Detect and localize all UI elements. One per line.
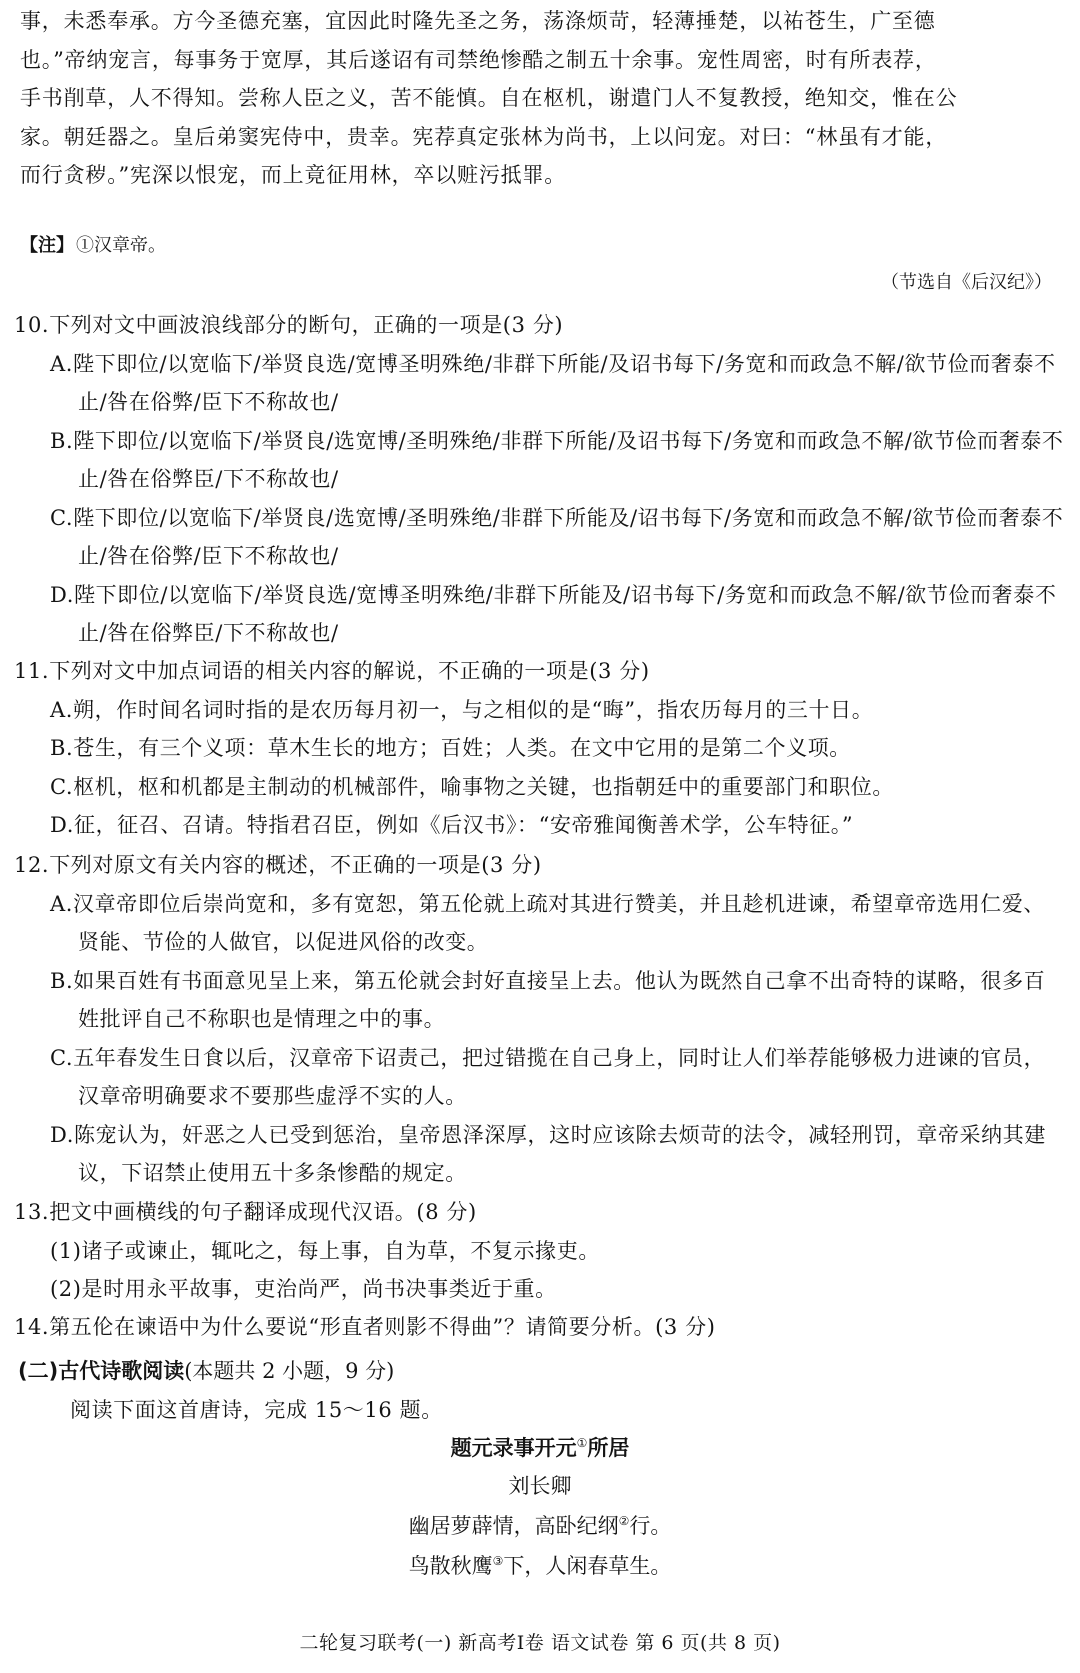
sub-question-2: (2)是时用永平故事，吏治尚严，尚书决事类近于重。 bbox=[50, 1277, 557, 1301]
option-c: C.枢机，枢和机都是主制动的机械部件，喻事物之关键，也指朝廷中的重要部门和职位。 bbox=[50, 774, 894, 799]
page-footer: 二轮复习联考(一) 新高考Ⅰ卷 语文试卷 第 6 页(共 8 页) bbox=[299, 1632, 781, 1654]
option-d: D.陈宠认为，奸恶之人已受到惩治，皇帝恩泽深厚，这时应该除去烦苛的法令，减轻刑罚，章帝采纳其建议，下诏禁止使用五十多条惨酷的规定。 bbox=[50, 1122, 1046, 1185]
section-detail: (本题共 2 小题，9 分) bbox=[184, 1359, 395, 1383]
poem-line: 幽居萝薜情，高卧纪纲②行。 bbox=[408, 1514, 672, 1538]
poem-title-end: 所居 bbox=[587, 1436, 630, 1460]
option-a: A.陛下即位/以宽临下/举贤良选/宽博圣明殊绝/非群下所能/及诏书每下/务宽和而政急不解/欲节俭而奢泰不止/咎在俗弊/臣下不称故也/ bbox=[50, 351, 1056, 414]
option-c: C.五年春发生日食以后，汉章帝下诏责己，把过错揽在自己身上，同时让人们举荐能够极力进谏的官员，汉章帝明确要求不要那些虚浮不实的人。 bbox=[50, 1045, 1046, 1108]
option-a: A.朔，作时间名词时指的是农历每月初一，与之相似的是“晦”，指农历每月的三十日。 bbox=[50, 697, 874, 722]
question-13 bbox=[14, 1193, 1064, 1309]
option-d: D.陛下即位/以宽临下/举贤良选/宽博圣明殊绝/非群下所能及/诏书每下/务宽和而政急不解/欲节俭而奢泰不止/咎在俗弊臣/下不称故也/ bbox=[50, 582, 1057, 645]
footnote-label: 【注】 bbox=[20, 235, 74, 256]
passage-line: 手书削草，人不得知。尝称人臣之义，苦不能慎。自在枢机，谢遣门人不复教授，绝知交，惟在公 bbox=[20, 86, 958, 110]
section-title bbox=[18, 1355, 394, 1385]
footnote-marker: ① bbox=[576, 1436, 588, 1450]
footnote-text: ①汉章帝。 bbox=[76, 235, 166, 256]
passage-text bbox=[20, 2, 1065, 195]
question-10 bbox=[14, 306, 1064, 653]
question-stem: 12.下列对原文有关内容的概述，不正确的一项是(3 分) bbox=[14, 853, 542, 877]
passage-line: 也。”帝纳宠言，每事务于宽厚，其后遂诏有司禁绝惨酷之制五十余事。宠性周密，时有所表荐， bbox=[20, 47, 937, 72]
option-a: A.汉章帝即位后崇尚宽和，多有宽恕，第五伦就上疏对其进行赞美，并且趁机进谏，希望章帝选用仁爱、贤能、节俭的人做官，以促进风俗的改变。 bbox=[50, 891, 1046, 954]
question-stem: 10.下列对文中画波浪线部分的断句，正确的一项是(3 分) bbox=[14, 313, 564, 337]
footnote-marker: ② bbox=[618, 1514, 630, 1528]
passage-line: 而行贪秽。”宪深以恨宠，而上竟征用林，卒以赃污抵罪。 bbox=[20, 163, 567, 187]
sub-question-1: (1)诸子或谏止，辄叱之，每上事，自为草，不复示掾吏。 bbox=[50, 1238, 600, 1263]
footnote bbox=[20, 231, 166, 257]
option-b: B.如果百姓有书面意见呈上来，第五伦就会封好直接呈上去。他认为既然自己拿不出奇特的谋略，很多百姓批评自己不称职也是情理之中的事。 bbox=[50, 968, 1046, 1031]
question-stem: 13.把文中画横线的句子翻译成现代汉语。(8 分) bbox=[14, 1200, 477, 1224]
question-12 bbox=[14, 846, 1064, 1193]
footnote-marker: ③ bbox=[492, 1554, 504, 1568]
option-b: B.苍生，有三个义项：草木生长的地方；百姓；人类。在文中它用的是第二个义项。 bbox=[50, 736, 851, 760]
instruction-text: 阅读下面这首唐诗，完成 15～16 题。 bbox=[70, 1398, 443, 1422]
poem-line: 鸟散秋鹰③下，人闲春草生。 bbox=[408, 1554, 672, 1578]
question-14 bbox=[14, 1308, 1064, 1347]
option-b: B.陛下即位/以宽临下/举贤良/选宽博/圣明殊绝/非群下所能/及诏书每下/务宽和而政急不解/欲节俭而奢泰不止/咎在俗弊臣/下不称故也/ bbox=[50, 428, 1064, 491]
poem-title-text: 题元录事开元 bbox=[450, 1436, 577, 1460]
option-d: D.征，征召、召请。特指君召臣，例如《后汉书》：“安帝雅闻衡善术学，公车特征。” bbox=[50, 813, 854, 837]
poem-author: 刘长卿 bbox=[508, 1474, 572, 1498]
passage-line: 家。朝廷器之。皇后弟窦宪侍中，贵幸。宪荐真定张林为尚书，上以问宠。对曰：“林虽有才能， bbox=[20, 124, 948, 149]
question-stem: 11.下列对文中加点词语的相关内容的解说，不正确的一项是(3 分) bbox=[14, 659, 650, 683]
question-stem: 14.第五伦在谏语中为什么要说“形直者则影不得曲”？请简要分析。(3 分) bbox=[14, 1315, 716, 1339]
section-heading: (二)古代诗歌阅读 bbox=[18, 1359, 185, 1383]
passage-line: 事，未悉奉承。方今圣德充塞，宜因此时隆先圣之务，荡涤烦苛，轻薄捶楚，以祐苍生，广至德 bbox=[20, 9, 936, 33]
poem-title bbox=[0, 1432, 1080, 1462]
question-11 bbox=[14, 652, 1064, 845]
source-citation: （节选自《后汉纪》） bbox=[881, 272, 1052, 293]
option-c: C.陛下即位/以宽临下/举贤良/选宽博/圣明殊绝/非群下所能及/诏书每下/务宽和而政急不解/欲节俭而奢泰不止/咎在俗弊/臣下不称故也/ bbox=[50, 505, 1064, 568]
